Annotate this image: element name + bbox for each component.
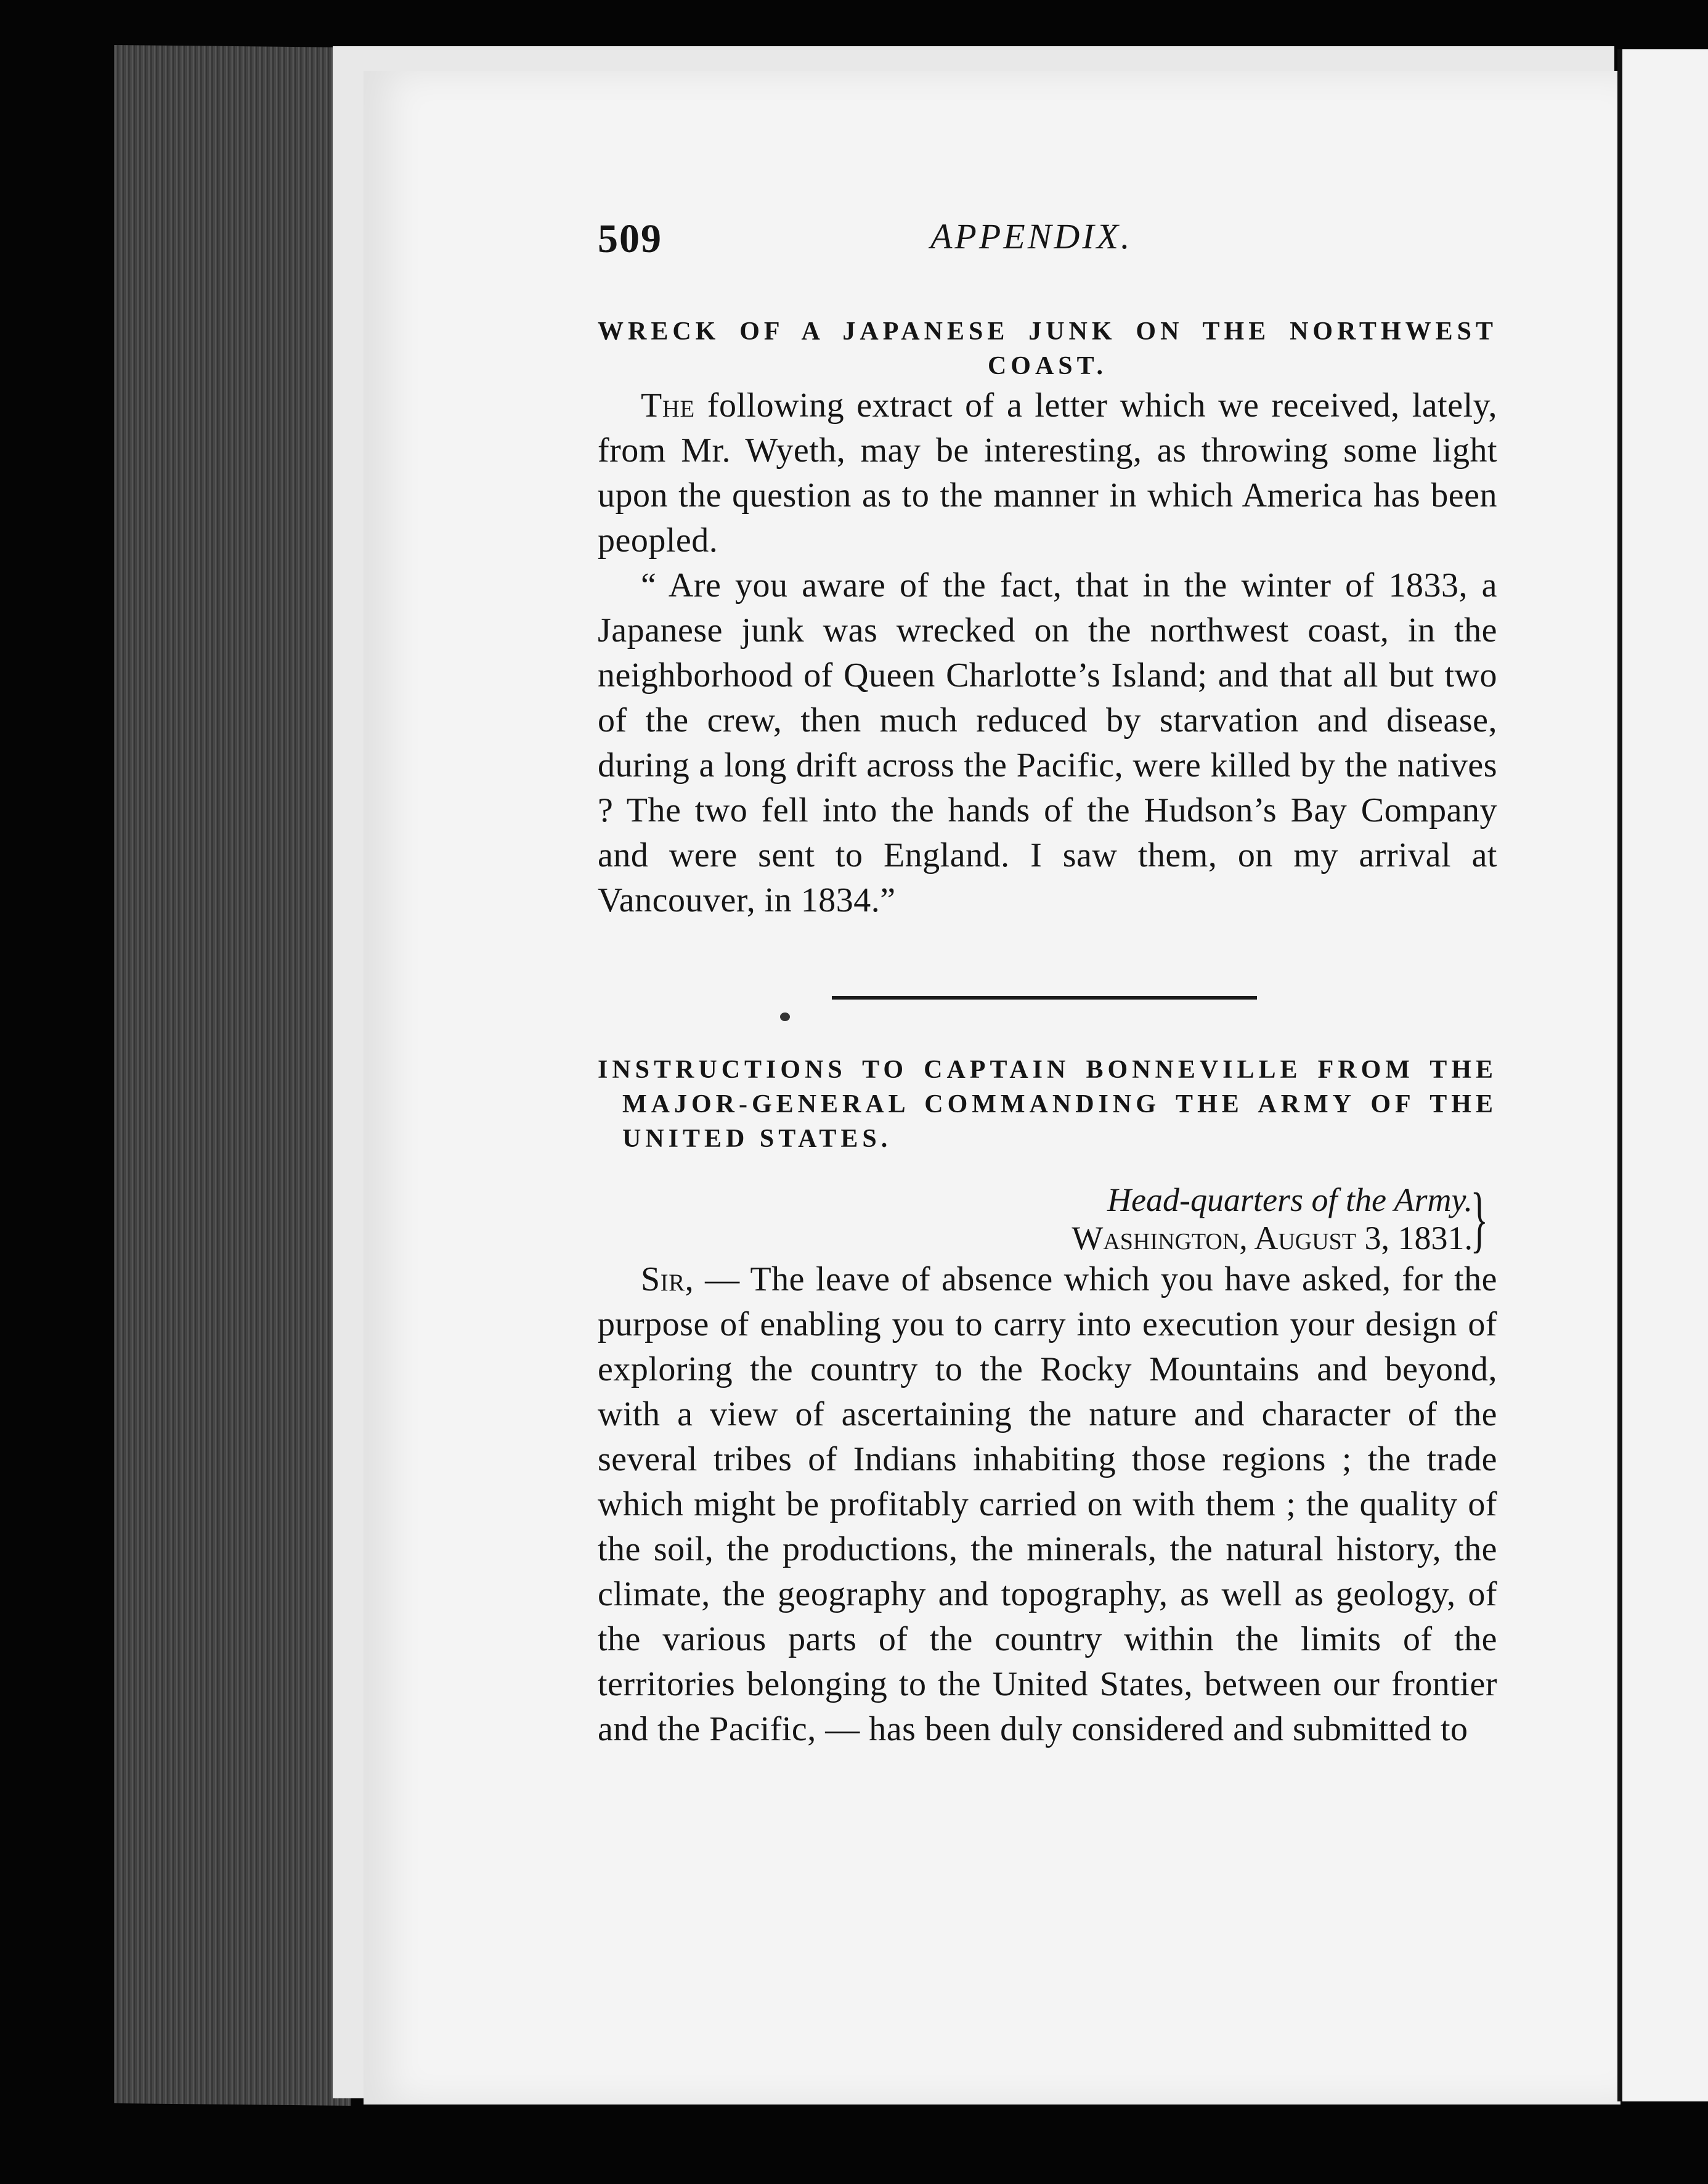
heading-line: WRECK OF A JAPANESE JUNK ON THE NORTHWEST	[598, 317, 1497, 346]
page-number: 509	[598, 216, 662, 261]
paragraph-quote: “ Are you aware of the fact, that in the winter of 1833, a Japanese junk was wrecked on the northwest coast, in the neighborhood of Queen Charlotte’s Island; and that all but two of the crew, then much reduced by starvation and disease, during a long drift across the Pacific, were killed by the natives ? The two fell into the hands of the Hudson’s Bay Company and were sent to England. I saw them, on my arrival at Vancouver, in 1834.”	[598, 566, 1497, 919]
section-heading-wreck	[598, 314, 1497, 383]
salutation: Sir,	[641, 1260, 694, 1298]
paragraph-text: — The leave of absence which you have asked, for the purpose of enabling you to carry into execution your design of exploring the country to the Rocky Mountains and beyond, with a view of ascertaining the nature and character of the several tribes of Indians inhabiting those regions ; the trade which might be profitably carried on with them ; the quality of the soil, the productions, the minerals, the natural history, the climate, the geography and topography, as well as geology, of the various parts of the country within the limits of the territories belonging to the United States, between our frontier and the Pacific, — has been duly considered and submitted to	[598, 1260, 1498, 1748]
book-page-edges	[114, 45, 351, 2106]
divider-rule	[832, 996, 1257, 1000]
ink-spot	[780, 1013, 790, 1021]
page-content	[598, 210, 1497, 1752]
running-title: APPENDIX.	[930, 216, 1133, 256]
heading-line: INSTRUCTIONS TO CAPTAIN BONNEVILLE FROM THE	[598, 1056, 1497, 1084]
letter-dateline	[598, 1178, 1497, 1260]
dateline-city: Washington, August 3, 1831.	[1072, 1220, 1473, 1257]
facing-page-edge	[1617, 49, 1708, 2101]
running-head	[598, 210, 1497, 277]
brace-glyph: }	[1470, 1178, 1489, 1260]
heading-line: MAJOR-GENERAL COMMANDING THE ARMY OF THE	[622, 1090, 1497, 1118]
section-divider	[598, 923, 1497, 1053]
paragraph-text: following extract of a letter which we received, lately, from Mr. Wyeth, may be interesting, as throwing some light upon the question as to the manner in which America has been peopled.	[598, 386, 1497, 560]
lead-word: The	[641, 386, 695, 425]
section-heading-instructions	[598, 1053, 1497, 1156]
dateline-place: Head-quarters of the Army.	[1107, 1181, 1473, 1218]
paragraph-intro	[598, 383, 1497, 563]
heading-line: UNITED STATES.	[622, 1125, 892, 1153]
paragraph-letter	[598, 1257, 1497, 1752]
heading-line: COAST.	[987, 352, 1108, 380]
